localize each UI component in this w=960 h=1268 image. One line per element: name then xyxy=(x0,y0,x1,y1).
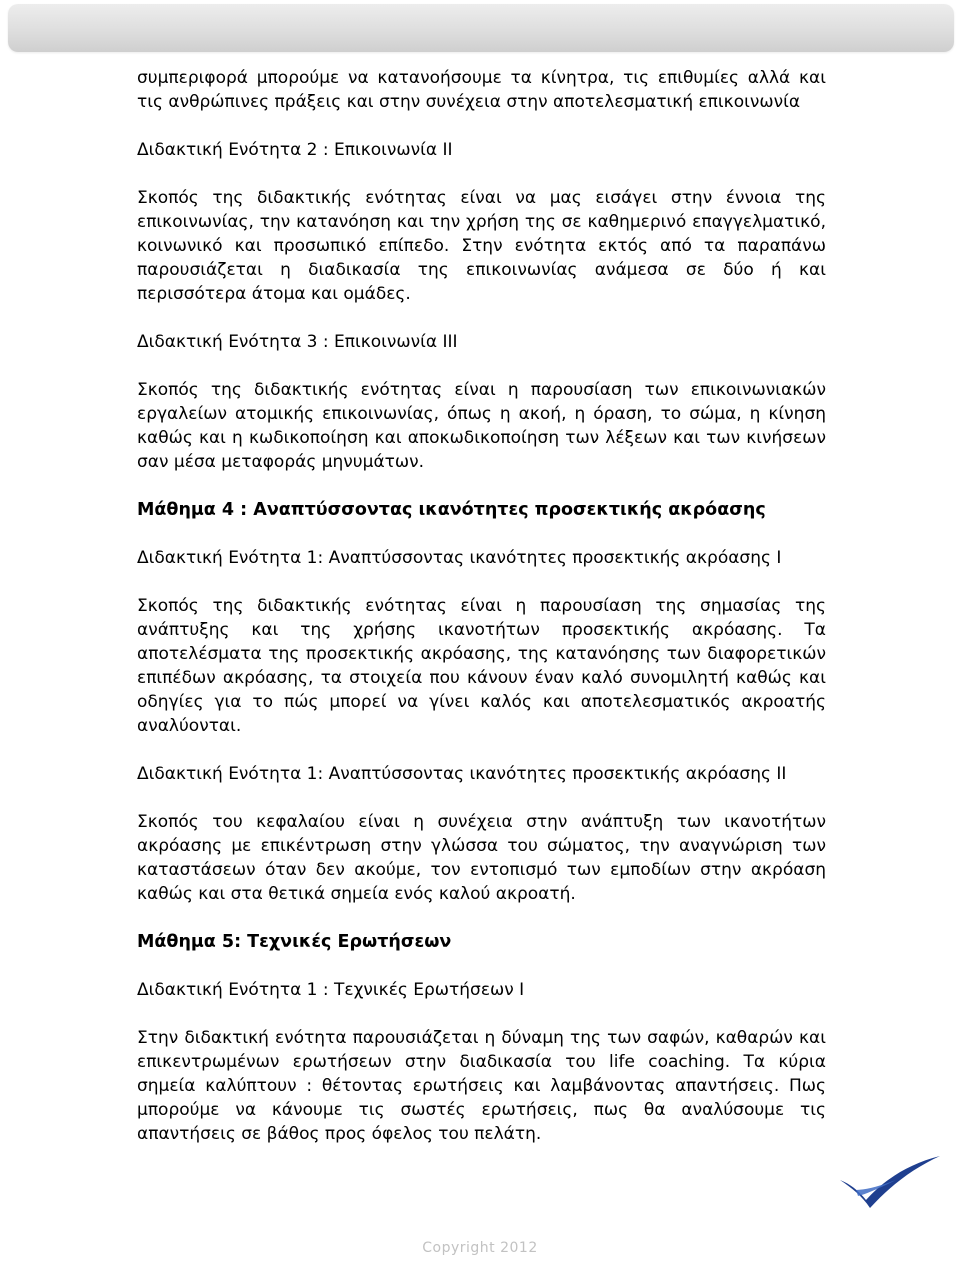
paragraph-unit-2-description: Σκοπός της διδακτικής ενότητας είναι να μας εισάγει στην έννοια της επικοινωνίας, την κατανόηση και την χρήση της σε καθημερινό επαγγελματικό, κοινωνικό και προσωπικό επίπεδο. Στην ενότητα εκτός από τα παραπάνω παρουσιάζεται η διαδικασία της επικοινωνίας ανάμεσα σε δύο ή και περισσότερα άτομα και ομάδες. xyxy=(137,188,826,304)
unit-heading-listening-1: Διδακτική Ενότητα 1: Αναπτύσσοντας ικανότητες προσεκτικής ακρόασης Ι xyxy=(137,548,782,568)
document-body xyxy=(137,66,826,1170)
copyright-notice: Copyright 2012 xyxy=(422,1240,538,1256)
header-bar xyxy=(8,4,954,52)
unit-heading-communication-3: Διδακτική Ενότητα 3 : Επικοινωνία ΙΙΙ xyxy=(137,332,458,352)
checkmark-swoosh-icon xyxy=(836,1150,944,1210)
unit-heading-communication-2: Διδακτική Ενότητα 2 : Επικοινωνία ΙΙ xyxy=(137,140,453,160)
lesson-4-title: Μάθημα 4 : Αναπτύσσοντας ικανότητες προσεκτικής ακρόασης xyxy=(137,500,766,520)
paragraph-listening-2-description: Σκοπός του κεφαλαίου είναι η συνέχεια στην ανάπτυξη των ικανοτήτων ακρόασης με επικέντρωση στην γλώσσα του σώματος, την αναγνώριση των καταστάσεων όταν δεν ακούμε, τον εντοπισμό των εμποδίων στην ακρόαση καθώς και στα θετικά σημεία ενός καλού ακροατή. xyxy=(137,812,826,904)
lesson-5-title: Μάθημα 5: Τεχνικές Ερωτήσεων xyxy=(137,932,452,952)
paragraph-listening-1-description: Σκοπός της διδακτικής ενότητας είναι η παρουσίαση της σημασίας της ανάπτυξης και της χρήσης ικανοτήτων προσεκτικής ακρόασης. Τα αποτελέσματα της προσεκτικής ακρόασης, της κατανόησης των διαφορετικών επιπέδων ακρόασης, τα στοιχεία που κάνουν έναν καλό συνομιλητή καθώς και οδηγίες για το πώς μπορεί να γίνει καλός και αποτελεσματικός ακροατής αναλύονται. xyxy=(137,596,826,736)
unit-heading-questions-1: Διδακτική Ενότητα 1 : Τεχνικές Ερωτήσεων Ι xyxy=(137,980,525,1000)
unit-heading-listening-2: Διδακτική Ενότητα 1: Αναπτύσσοντας ικανότητες προσεκτικής ακρόασης ΙΙ xyxy=(137,764,787,784)
paragraph-unit-3-description: Σκοπός της διδακτικής ενότητας είναι η παρουσίαση των επικοινωνιακών εργαλείων ατομικής επικοινωνίας, όπως η ακοή, η όραση, το σώμα, η κίνηση καθώς και η κωδικοποίηση και αποκωδικοποίηση των λέξεων και των κινήσεων σαν μέσα μεταφοράς μηνυμάτων. xyxy=(137,380,826,472)
paragraph-questions-1-description: Στην διδακτική ενότητα παρουσιάζεται η δύναμη της των σαφών, καθαρών και επικεντρωμένων ερωτήσεων στην διαδικασία του life coaching. Τα κύρια σημεία καλύπτουν : θέτοντας ερωτήσεις και λαμβάνοντας απαντήσεις. Πως μπορούμε να κάνουμε τις σωστές ερωτήσεις, πως θα αναλύσουμε τις απαντήσεις σε βάθος προς όφελος του πελάτη. xyxy=(137,1028,826,1144)
paragraph-intro-continuation: συμπεριφορά μπορούμε να κατανοήσουμε τα κίνητρα, τις επιθυμίες αλλά και τις ανθρώπινες πράξεις και στην συνέχεια στην αποτελεσματική επικοινωνία xyxy=(137,68,826,112)
